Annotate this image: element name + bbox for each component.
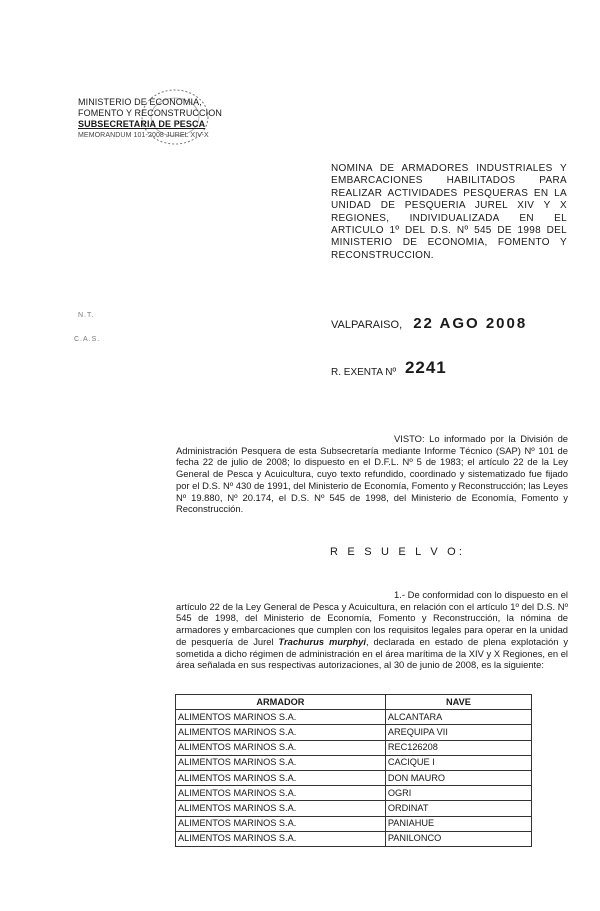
armador-cell: ALIMENTOS MARINOS S.A. xyxy=(176,801,386,816)
visto-paragraph xyxy=(176,433,568,515)
date-line xyxy=(331,315,527,332)
document-title: NOMINA DE ARMADORES INDUSTRIALES Y EMBARCACIONES HABILITADOS PARA REALIZAR ACTIVIDADES PESQUERAS EN LA UNIDAD DE PESQUERIA JUREL XIV Y X REGIONES, INDIVIDUALIZADA EN EL ARTICULO 1º DEL D.S. Nº 545 DE 1998 DEL MINISTERIO DE ECONOMIA, FOMENTO Y RECONSTRUCCION. xyxy=(331,163,567,261)
nave-cell: AREQUIPA VII xyxy=(385,725,531,740)
resolution-label: R. EXENTA Nº xyxy=(331,367,397,378)
date-stamp: 22 AGO 2008 xyxy=(413,315,528,332)
armador-cell: ALIMENTOS MARINOS S.A. xyxy=(176,740,386,755)
nave-cell: REC126208 xyxy=(385,740,531,755)
resuelvo-heading: R E S U E L V O: xyxy=(330,546,466,558)
nave-cell: PANIAHUE xyxy=(385,816,531,831)
resolution-number-line xyxy=(331,360,447,380)
nave-cell: CACIQUE I xyxy=(385,755,531,770)
header-line-2: FOMENTO Y RECONSTRUCCION xyxy=(78,108,222,118)
p1-text-part1: 1.- De conformidad con lo dispuesto en el artículo 22 de la Ley General de Pesca y Acuicultura, en relación con el artículo 1º del D.S. Nº 545 de 1998, del Ministerio de Economía, Fomento y Reconstrucción, la nómina de armadores y embarcaciones que cumplen con los requisitos legales para operar en la unidad de pesquería de Jurel xyxy=(176,589,568,647)
table-row xyxy=(176,770,532,785)
armador-cell: ALIMENTOS MARINOS S.A. xyxy=(176,770,386,785)
nave-cell: PANILONCO xyxy=(385,831,531,846)
column-header-nave: NAVE xyxy=(385,695,531,710)
armador-cell: ALIMENTOS MARINOS S.A. xyxy=(176,725,386,740)
nave-cell: OGRI xyxy=(385,786,531,801)
resolution-number: 2241 xyxy=(404,358,447,377)
table-row xyxy=(176,725,532,740)
species-name: Trachurus murphyi xyxy=(278,635,366,647)
table-header-row xyxy=(176,695,532,710)
visto-text: VISTO: Lo informado por la División de Administración Pesquera de esta Subsecretaría mediante Informe Técnico (SAP) Nº 101 de fecha 22 de julio de 2008; lo dispuesto en el D.F.L. Nº 5 de 1983; el artículo 22 de la Ley General de Pesca y Acuicultura, cuyo texto refundido, coordinado y sistematizado fue fijado por el D.S. Nº 430 de 1991, del Ministerio de Economía, Fomento y Reconstrucción; las Leyes Nº 19.880, Nº 20.174, el D.S. Nº 545 de 1998, del Ministerio de Economía, Fomento y Reconstrucción. xyxy=(176,433,568,515)
p1-text-part2: , declarada en estado de plena explotación y sometida a dicho régimen de administración en el área marítima de la XIV y X Regiones, en el área señalada en sus respectivas autorizaciones, al 30 de junio de 2008, es la siguiente: xyxy=(176,635,569,671)
armador-cell: ALIMENTOS MARINOS S.A. xyxy=(176,786,386,801)
margin-note-1: N.T. xyxy=(78,312,95,319)
margin-note-2: C.A.S. xyxy=(74,336,101,343)
table-row xyxy=(176,740,532,755)
nomina-table xyxy=(175,694,532,847)
table-row xyxy=(176,786,532,801)
column-header-armador: ARMADOR xyxy=(176,695,386,710)
nave-cell: DON MAURO xyxy=(385,770,531,785)
nave-cell: ORDINAT xyxy=(385,801,531,816)
table-row xyxy=(176,831,532,846)
resolution-paragraph-1 xyxy=(176,589,568,671)
date-place: VALPARAISO, xyxy=(331,319,403,331)
armador-cell: ALIMENTOS MARINOS S.A. xyxy=(176,755,386,770)
table-row xyxy=(176,801,532,816)
armador-cell: ALIMENTOS MARINOS S.A. xyxy=(176,816,386,831)
table-row xyxy=(176,710,532,725)
armador-cell: ALIMENTOS MARINOS S.A. xyxy=(176,831,386,846)
header-line-4: MEMORANDUM 101-2008 JUREL XIV-X xyxy=(78,132,209,139)
armador-cell: ALIMENTOS MARINOS S.A. xyxy=(176,710,386,725)
nave-cell: ALCANTARA xyxy=(385,710,531,725)
header-line-3: SUBSECRETARIA DE PESCA xyxy=(78,119,206,129)
header-line-1: MINISTERIO DE ECONOMIA, xyxy=(78,97,202,107)
table-row xyxy=(176,755,532,770)
table-row xyxy=(176,816,532,831)
ministry-header xyxy=(78,97,222,141)
